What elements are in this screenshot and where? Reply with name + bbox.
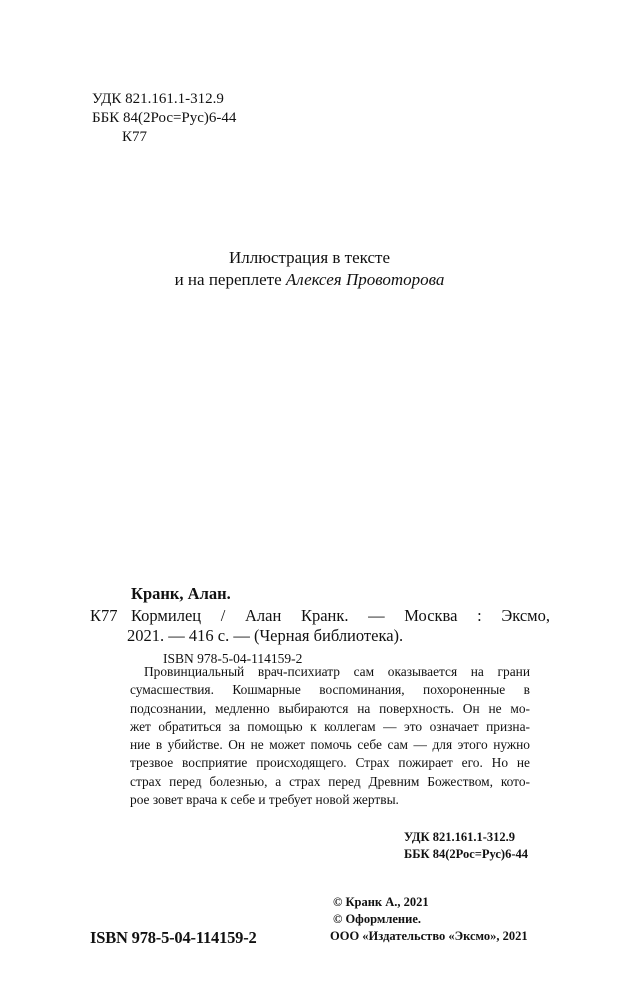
annotation-line: ние в убийстве. Он не может помочь себе сам — для этого нужно [130,737,530,753]
bottom-classification [404,829,528,863]
isbn-footer: ISBN 978-5-04-114159-2 [90,928,257,947]
copyright-publisher: ООО «Издательство «Эксмо», 2021 [330,929,528,943]
annotation-line: трезвое восприятие происходящего. Страх пожирает его. Но не [130,755,530,771]
annotation-line: сумасшествия. Кошмарные воспоминания, похороненные в [130,682,530,698]
illustrator-name: Алексея Провоторова [285,270,445,289]
annotation-line: страх перед болезнью, а страх перед Древним Божеством, кото- [130,773,530,789]
record-author-sign: К77 [90,606,118,625]
bottom-udk-code: УДК 821.161.1-312.9 [404,830,515,844]
top-classification [92,90,236,147]
illustration-credit-line1: Иллюстрация в тексте [228,248,391,267]
annotation-line: подсознании, медленно выбираются на поверхность. Он не мо- [130,700,530,716]
copyright-author: © Кранк А., 2021 [333,895,429,909]
udk-code: УДК 821.161.1-312.9 [92,91,224,107]
annotation-line: жет обратиться за помощью к коллегам — это означает призна- [130,718,530,734]
bbk-code: ББК 84(2Рос=Рус)6-44 [92,110,237,126]
record-isbn: ISBN 978-5-04-114159-2 [163,651,303,666]
copyright-block [330,894,528,945]
annotation-line: Провинциальный врач-психиатр сам оказывается на грани [144,664,530,679]
record-entry-line2: 2021. — 416 с. — (Черная библиотека). [127,626,404,645]
illustration-credit-prefix: и на переплете [174,270,286,289]
record-entry-line1: Кормилец / Алан Кранк. — Москва : Эксмо, [131,606,550,625]
bottom-bbk-code: ББК 84(2Рос=Рус)6-44 [404,847,528,861]
illustration-credit [0,247,619,291]
copyright-design: © Оформление. [333,912,422,926]
annotation [130,663,530,809]
illustration-credit-line2 [0,269,619,291]
record-entry [127,606,550,646]
author-sign: К77 [122,129,148,145]
annotation-line: рое зовет врача к себе и требует новой жертвы. [130,792,399,808]
record-author: Кранк, Алан. [131,584,231,603]
